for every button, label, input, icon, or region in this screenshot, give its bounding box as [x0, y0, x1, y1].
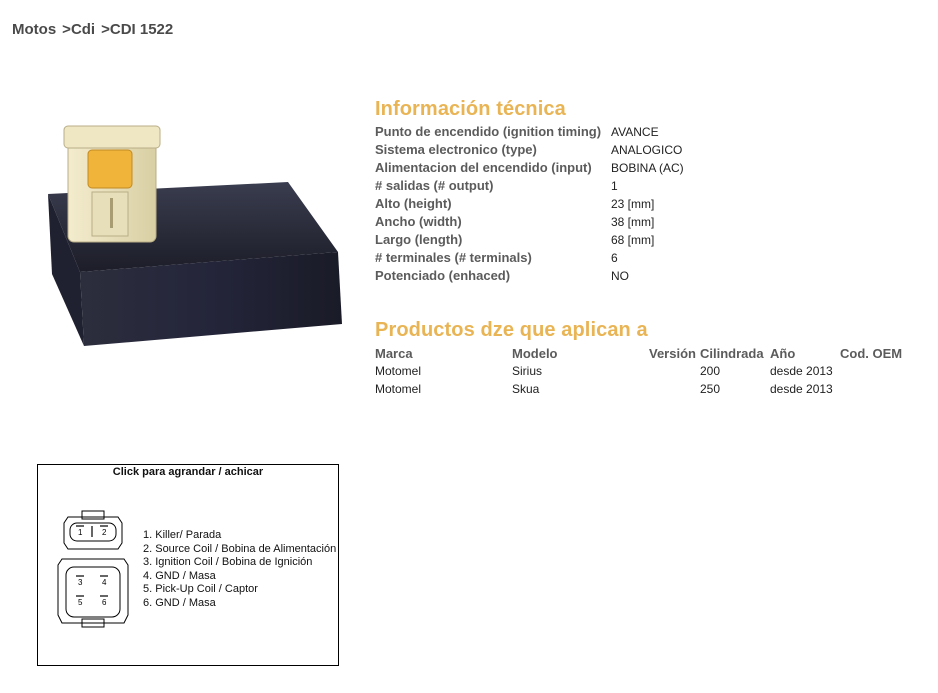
products-header-row: [375, 346, 915, 363]
products-table: [375, 346, 915, 399]
pin-label-4: 4: [102, 578, 107, 587]
header-anio: Año: [770, 346, 796, 361]
spec-label: Largo (length): [375, 232, 463, 247]
cell-marca: Motomel: [375, 382, 422, 396]
spec-label: Potenciado (enhaced): [375, 268, 511, 283]
pin-label-2: 2: [102, 528, 107, 537]
header-cilindrada: Cilindrada: [700, 346, 764, 361]
spec-value: 1: [611, 179, 618, 193]
cell-modelo: Skua: [512, 382, 540, 396]
spec-value: NO: [611, 269, 629, 283]
cell-modelo: Sirius: [512, 364, 543, 378]
spec-value: 6: [611, 251, 618, 265]
breadcrumb-motos[interactable]: Motos: [12, 21, 57, 38]
pin-item: 2. Source Coil / Bobina de Alimentación: [143, 542, 337, 555]
spec-value: 68 [mm]: [611, 233, 655, 247]
spec-label: # terminales (# terminals): [375, 250, 532, 265]
spec-value: BOBINA (AC): [611, 161, 684, 175]
products-title: Productos dze que aplican a: [375, 319, 648, 341]
pin-list: [143, 529, 336, 610]
spec-value: 38 [mm]: [611, 215, 655, 229]
header-version: Versión: [649, 346, 696, 361]
spec-label: Punto de encendido (ignition timing): [375, 124, 602, 139]
cell-marca: Motomel: [375, 364, 422, 378]
spec-value: ANALOGICO: [611, 143, 683, 157]
spec-label: Alimentacion del encendido (input): [375, 160, 592, 175]
pin-item: 4. GND / Masa: [143, 569, 216, 582]
cell-anio: desde 2013: [770, 382, 833, 396]
pin-item: 3. Ignition Coil / Bobina de Ignición: [143, 556, 313, 568]
spec-label: Alto (height): [375, 196, 452, 211]
cell-cilindrada: 200: [700, 364, 721, 378]
pin-item: 5. Pick-Up Coil / Captor: [143, 583, 258, 595]
diagram-caption: Click para agrandar / achicar: [112, 466, 264, 478]
product-image[interactable]: [40, 112, 350, 352]
header-marca: Marca: [375, 346, 413, 361]
breadcrumb-current: CDI 1522: [109, 21, 174, 38]
cell-anio: desde 2013: [770, 364, 833, 378]
cell-cilindrada: 250: [700, 382, 721, 396]
wiring-diagram[interactable]: [37, 464, 339, 666]
spec-label: Sistema electronico (type): [375, 142, 537, 157]
spec-label: Ancho (width): [375, 214, 462, 229]
table-row: [375, 363, 915, 381]
table-row: [375, 381, 915, 399]
spec-value: 23 [mm]: [611, 197, 655, 211]
pin-label-1: 1: [78, 528, 83, 537]
pin-label-5: 5: [78, 598, 83, 607]
pin-item: 6. GND / Masa: [143, 596, 216, 609]
pin-label-3: 3: [78, 578, 83, 587]
breadcrumb-separator: >: [62, 21, 71, 38]
spec-value: AVANCE: [611, 125, 659, 139]
pin-item: 1. Killer/ Parada: [143, 529, 222, 541]
connector-diagram: [52, 495, 134, 635]
header-oem: Cod. OEM: [840, 346, 903, 361]
breadcrumb-separator: >: [101, 21, 110, 38]
breadcrumb-cdi[interactable]: Cdi: [70, 21, 96, 38]
breadcrumb: [12, 21, 173, 38]
tech-info-title: Información técnica: [375, 98, 566, 120]
pin-label-6: 6: [102, 598, 107, 607]
header-modelo: Modelo: [512, 346, 558, 361]
spec-label: # salidas (# output): [375, 178, 494, 193]
